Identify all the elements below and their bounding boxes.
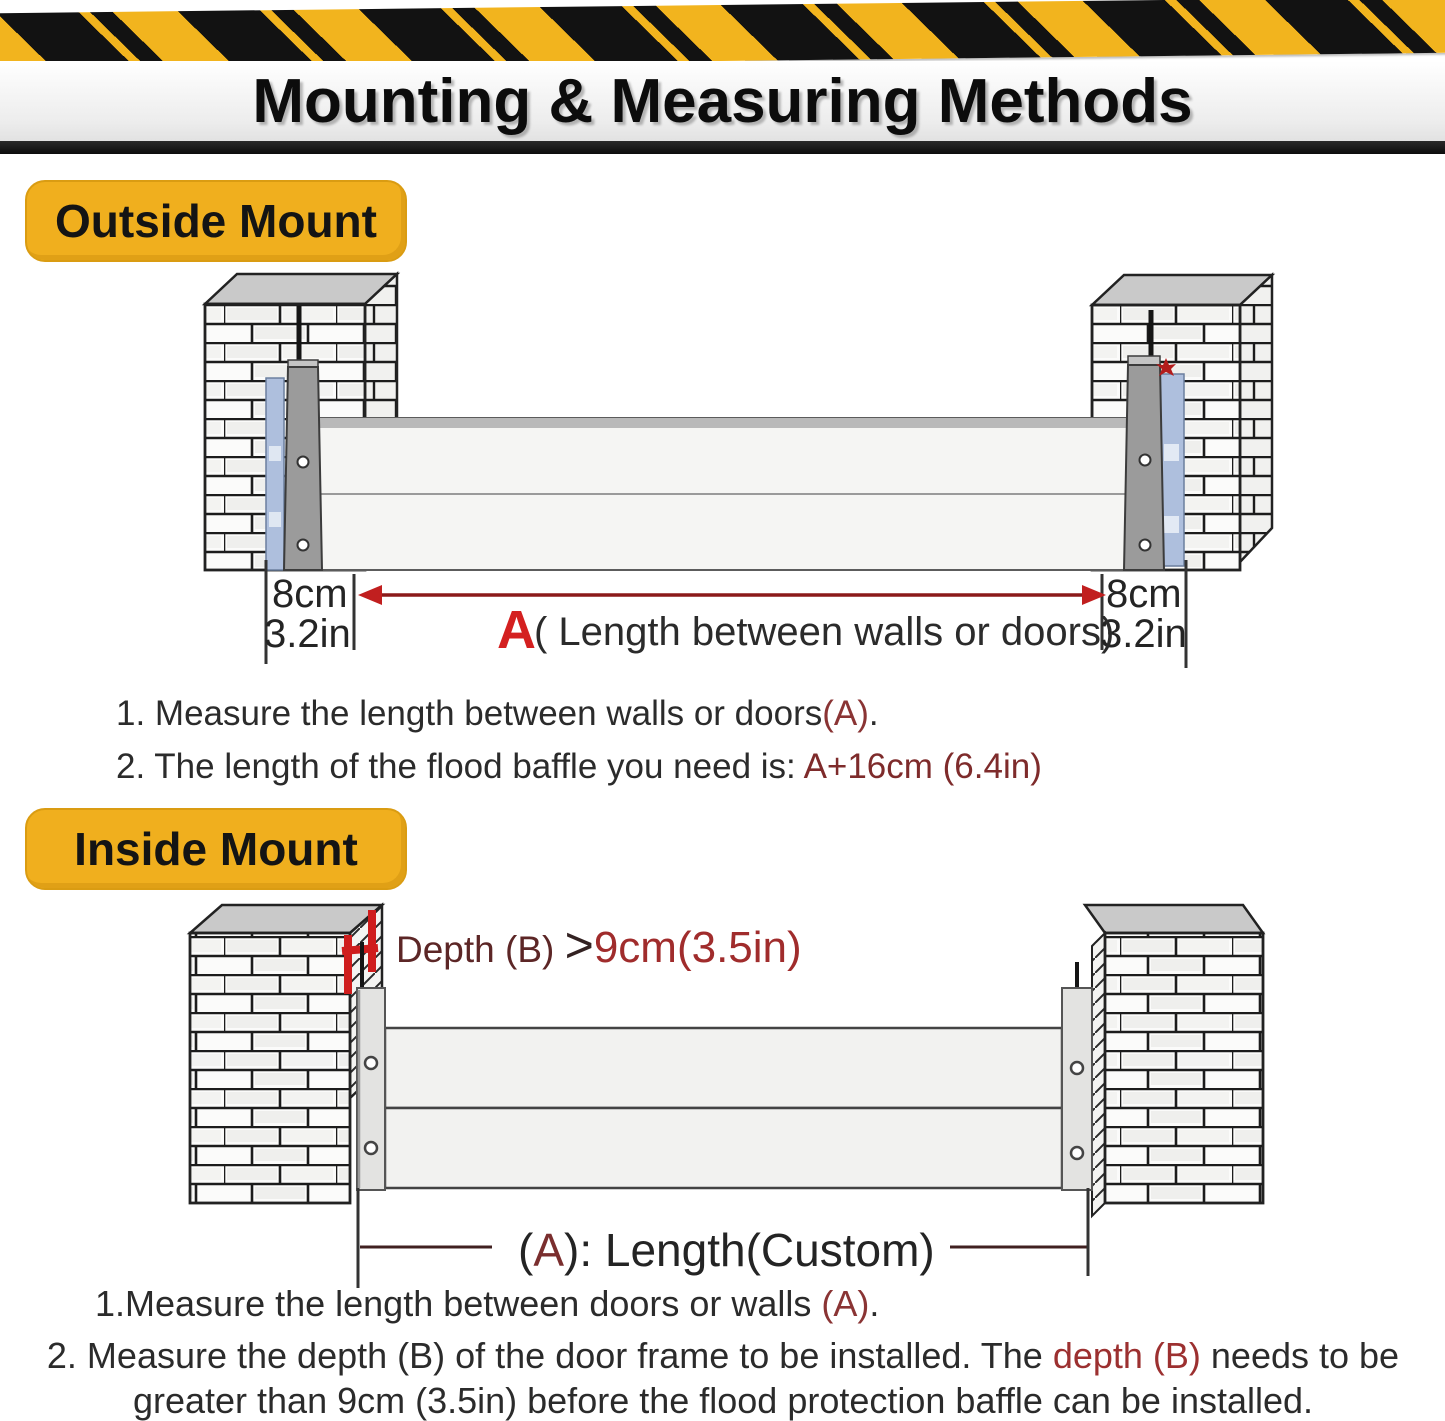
left-seal-window-2 bbox=[269, 512, 281, 527]
right-offset-in-label: 3.2in bbox=[1100, 612, 1187, 656]
custom-length-label: (A): Length(Custom) bbox=[518, 1224, 935, 1276]
left-bracket-hole-1 bbox=[298, 457, 309, 468]
right-seal-window-1 bbox=[1164, 444, 1179, 461]
flood-barrier-panel bbox=[316, 418, 1138, 570]
right-bracket-cap bbox=[1128, 356, 1160, 365]
right-pillar-side-face bbox=[1092, 933, 1105, 1216]
outside-mount-diagram bbox=[0, 266, 1445, 678]
right-channel-hole-1 bbox=[1071, 1062, 1083, 1074]
inside-mount-diagram bbox=[0, 898, 1445, 1298]
right-bracket-hole-1 bbox=[1140, 455, 1151, 466]
outside-step-1-highlight: (A) bbox=[822, 694, 869, 733]
left-channel-plate bbox=[357, 988, 385, 1190]
outside-dimension-marks bbox=[264, 560, 1187, 668]
left-offset-cm-label: 8cm bbox=[272, 572, 348, 616]
inside-dimension-marks bbox=[358, 1188, 1088, 1288]
inside-mount-badge bbox=[25, 808, 407, 890]
outside-step-2: 2. The length of the flood baffle you need is: A+16cm (6.4in) bbox=[116, 747, 1042, 786]
right-channel-bracket bbox=[1062, 962, 1092, 1190]
inside-mount-drawing bbox=[0, 898, 1445, 1298]
banner-underline-bar bbox=[0, 141, 1445, 154]
right-seal-window-2 bbox=[1164, 516, 1179, 533]
title-band bbox=[0, 61, 1445, 141]
length-arrow-head-left bbox=[358, 585, 382, 605]
outside-mount-drawing bbox=[0, 266, 1445, 678]
inside-step-2: 2. Measure the depth (B) of the door frame to be installed. The depth (B) needs to be greater than 9cm (3.5in) before the flood protection baffle can be installed. bbox=[46, 1335, 1400, 1421]
right-offset-cm-label: 8cm bbox=[1106, 572, 1182, 616]
flood-barrier-planks bbox=[385, 1028, 1062, 1188]
left-seal-strip bbox=[266, 378, 284, 570]
left-pillar-front-face bbox=[190, 933, 350, 1203]
left-seal-window-1 bbox=[269, 446, 281, 461]
outside-mount-badge-label: Outside Mount bbox=[55, 195, 377, 247]
outside-step-1: 1. Measure the length between walls or doors(A). bbox=[116, 694, 879, 733]
barrier-plank-bottom bbox=[385, 1108, 1062, 1188]
inside-step-2-highlight: depth (B) bbox=[1052, 1335, 1201, 1376]
outside-step-2-highlight: A+16cm (6.4in) bbox=[803, 747, 1042, 786]
left-channel-hole-2 bbox=[365, 1142, 377, 1154]
inside-step-1: 1.Measure the length between doors or walls (A). bbox=[95, 1283, 880, 1324]
inside-mount-badge-label: Inside Mount bbox=[74, 823, 358, 875]
right-pillar-top-face bbox=[1085, 905, 1263, 933]
right-mounting-bracket bbox=[1124, 356, 1184, 570]
right-channel-hole-2 bbox=[1071, 1147, 1083, 1159]
left-mounting-bracket bbox=[266, 360, 322, 570]
outside-mount-badge bbox=[25, 180, 407, 262]
right-brick-pillar bbox=[1085, 905, 1263, 1216]
right-pillar-front-face bbox=[1105, 933, 1263, 1203]
left-channel-hole-1 bbox=[365, 1057, 377, 1069]
left-bracket-hole-2 bbox=[298, 540, 309, 551]
barrier-plank-top bbox=[385, 1028, 1062, 1108]
length-arrow-label: ( Length between walls or doors) bbox=[534, 610, 1115, 654]
page-title: Mounting & Measuring Methods bbox=[252, 66, 1193, 136]
depth-label: Depth (B) >9cm(3.5in) bbox=[396, 917, 802, 973]
hazard-stripe-banner bbox=[0, 0, 1445, 69]
inside-step-1-highlight: (A) bbox=[821, 1283, 870, 1324]
length-letter-a: A bbox=[497, 600, 536, 660]
right-bracket-hole-2 bbox=[1140, 540, 1151, 551]
right-pillar-side-face bbox=[1240, 275, 1272, 562]
left-offset-in-label: 3.2in bbox=[264, 612, 351, 656]
barrier-top-edge bbox=[316, 418, 1138, 428]
